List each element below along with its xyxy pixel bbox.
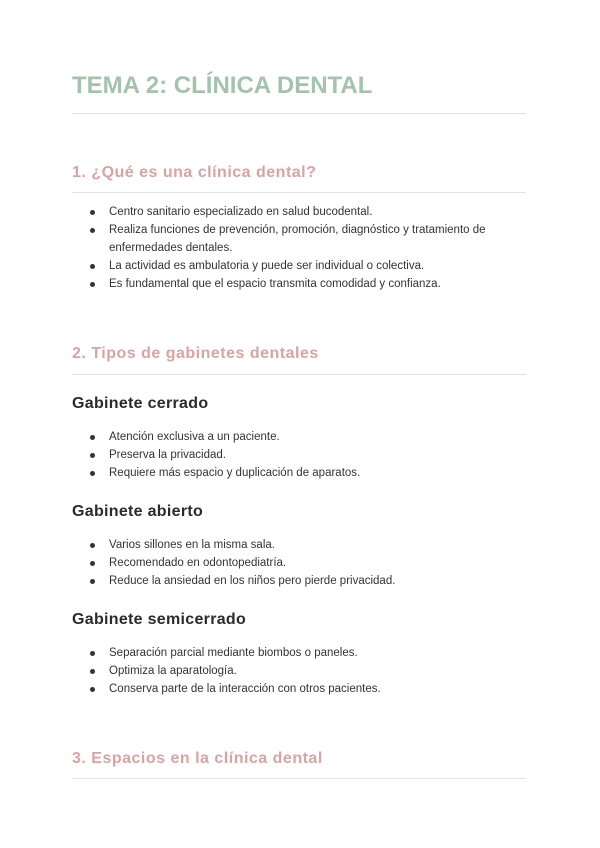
bullet-list-que-es xyxy=(72,203,526,293)
section-heading-tipos: 2. Tipos de gabinetes dentales xyxy=(72,345,319,362)
list-item: Separación parcial mediante biombos o paneles. xyxy=(72,644,526,662)
title-divider xyxy=(72,113,526,114)
bullet-list-gabinete-cerrado xyxy=(72,428,526,482)
bullet-list-gabinete-semicerrado xyxy=(72,644,526,698)
section-divider xyxy=(72,192,526,193)
bullet-list-gabinete-abierto xyxy=(72,536,526,590)
subheading-gabinete-cerrado: Gabinete cerrado xyxy=(72,395,209,412)
list-item: Requiere más espacio y duplicación de aparatos. xyxy=(72,464,526,482)
list-item: Conserva parte de la interacción con otros pacientes. xyxy=(72,680,526,698)
section-heading-espacios: 3. Espacios en la clínica dental xyxy=(72,750,323,767)
list-item: La actividad es ambulatoria y puede ser individual o colectiva. xyxy=(72,257,526,275)
section-divider xyxy=(72,374,526,375)
subheading-gabinete-semicerrado: Gabinete semicerrado xyxy=(72,611,247,628)
section-divider xyxy=(72,778,526,779)
section-heading-que-es: 1. ¿Qué es una clínica dental? xyxy=(72,164,317,181)
page-title: TEMA 2: CLÍNICA DENTAL xyxy=(72,72,373,99)
list-item: Realiza funciones de prevención, promoción, diagnóstico y tratamiento de enfermedades dentales. xyxy=(72,221,526,257)
list-item: Varios sillones en la misma sala. xyxy=(72,536,526,554)
list-item: Reduce la ansiedad en los niños pero pierde privacidad. xyxy=(72,572,526,590)
list-item: Centro sanitario especializado en salud bucodental. xyxy=(72,203,526,221)
subheading-gabinete-abierto: Gabinete abierto xyxy=(72,503,204,520)
list-item: Atención exclusiva a un paciente. xyxy=(72,428,526,446)
list-item: Es fundamental que el espacio transmita comodidad y confianza. xyxy=(72,275,526,293)
list-item: Optimiza la aparatología. xyxy=(72,662,526,680)
list-item: Preserva la privacidad. xyxy=(72,446,526,464)
list-item: Recomendado en odontopediatría. xyxy=(72,554,526,572)
